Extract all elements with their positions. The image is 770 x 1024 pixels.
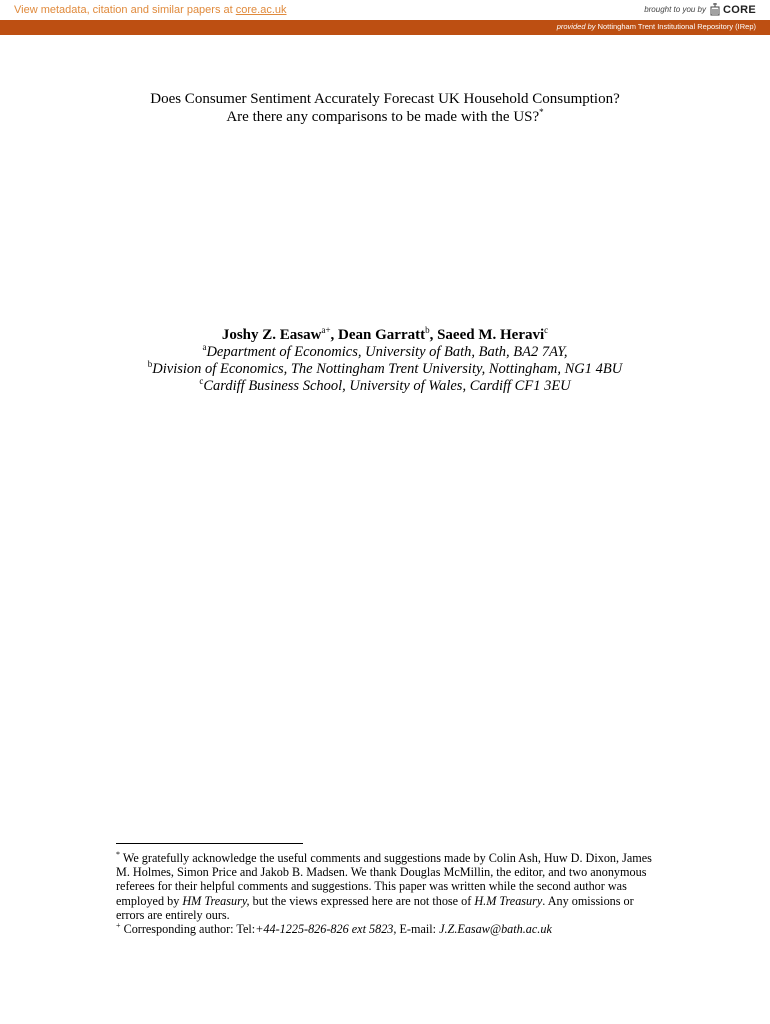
author-name: Joshy Z. Easaw bbox=[221, 327, 322, 343]
email-address[interactable]: J.Z.Easaw@bath.ac.uk bbox=[439, 922, 552, 937]
affiliation-text: Division of Economics, The Nottingham Trent University, Nottingham, NG1 4BU bbox=[152, 361, 623, 377]
core-view-text: View metadata, citation and similar papers at bbox=[14, 4, 233, 16]
core-logo[interactable] bbox=[709, 2, 756, 16]
affiliation-superscript: b bbox=[147, 359, 153, 369]
footnote-emphasis: H.M Treasury bbox=[474, 893, 543, 908]
core-attribution bbox=[644, 2, 756, 16]
footnote-rule bbox=[116, 843, 303, 844]
author-name: Saeed M. Heravi bbox=[437, 327, 545, 343]
core-logo-icon bbox=[709, 2, 721, 16]
corresponding-author-footnote bbox=[116, 922, 661, 936]
author-name: Dean Garratt bbox=[338, 327, 426, 343]
title-line-1: Does Consumer Sentiment Accurately Forecast UK Household Consumption? bbox=[150, 91, 620, 107]
core-logo-text: CORE bbox=[723, 4, 756, 16]
core-link[interactable]: core.ac.uk bbox=[235, 4, 287, 16]
author-separator: , bbox=[330, 327, 339, 343]
paper-title bbox=[0, 90, 770, 126]
footnotes bbox=[116, 851, 661, 936]
affiliation-list bbox=[0, 344, 770, 395]
affiliation bbox=[0, 378, 770, 395]
provider-name: Nottingham Trent Institutional Repository (IRep) bbox=[597, 22, 756, 31]
acknowledgement-footnote bbox=[116, 851, 661, 922]
affiliation-text: Cardiff Business School, University of Wales, Cardiff CF1 3EU bbox=[203, 378, 571, 394]
affiliation bbox=[0, 361, 770, 378]
affiliation-superscript: c bbox=[199, 376, 204, 386]
provided-prefix: provided by bbox=[556, 22, 596, 31]
core-metadata-notice bbox=[14, 4, 287, 16]
author-superscript: c bbox=[544, 325, 549, 335]
phone-number: +44-1225-826-826 ext 5823 bbox=[255, 922, 394, 937]
footnote-marker: * bbox=[116, 850, 120, 859]
author-separator: , bbox=[429, 327, 438, 343]
footnote-emphasis: HM Treasury, bbox=[182, 893, 250, 908]
footnote-marker: + bbox=[116, 921, 121, 931]
title-line-2 bbox=[0, 108, 770, 126]
footnote-text: We gratefully acknowledge the useful comments and suggestions made by Colin Ash, Huw D. Dixon, James M. Holmes, Simon Price and Jakob B. Madsen. We thank Douglas McMillin, the editor, and two anonymous referees for their helpful comments and suggestions. This paper was written while the second author was employed by bbox=[116, 851, 652, 908]
provided-by[interactable] bbox=[557, 22, 756, 31]
author-superscript: b bbox=[425, 325, 430, 335]
footnote-text: , E-mail: bbox=[393, 922, 440, 937]
affiliation-text: Department of Economics, University of Bath, Bath, BA2 7AY, bbox=[206, 344, 568, 360]
author-superscript: a+ bbox=[321, 325, 331, 335]
brought-text: brought to you by bbox=[644, 5, 707, 14]
affiliation-superscript: a bbox=[202, 342, 207, 352]
title-footnote-marker: * bbox=[539, 107, 544, 117]
footnote-text: but the views expressed here are not those of bbox=[249, 893, 475, 908]
author-list bbox=[0, 326, 770, 344]
affiliation bbox=[0, 344, 770, 361]
core-banner bbox=[0, 0, 770, 20]
footnote-text: . Any omissions or errors are entirely ours. bbox=[116, 893, 634, 922]
footnote-text: Corresponding author: Tel: bbox=[120, 922, 256, 937]
title-line-2-text: Are there any comparisons to be made with the US? bbox=[226, 109, 540, 125]
